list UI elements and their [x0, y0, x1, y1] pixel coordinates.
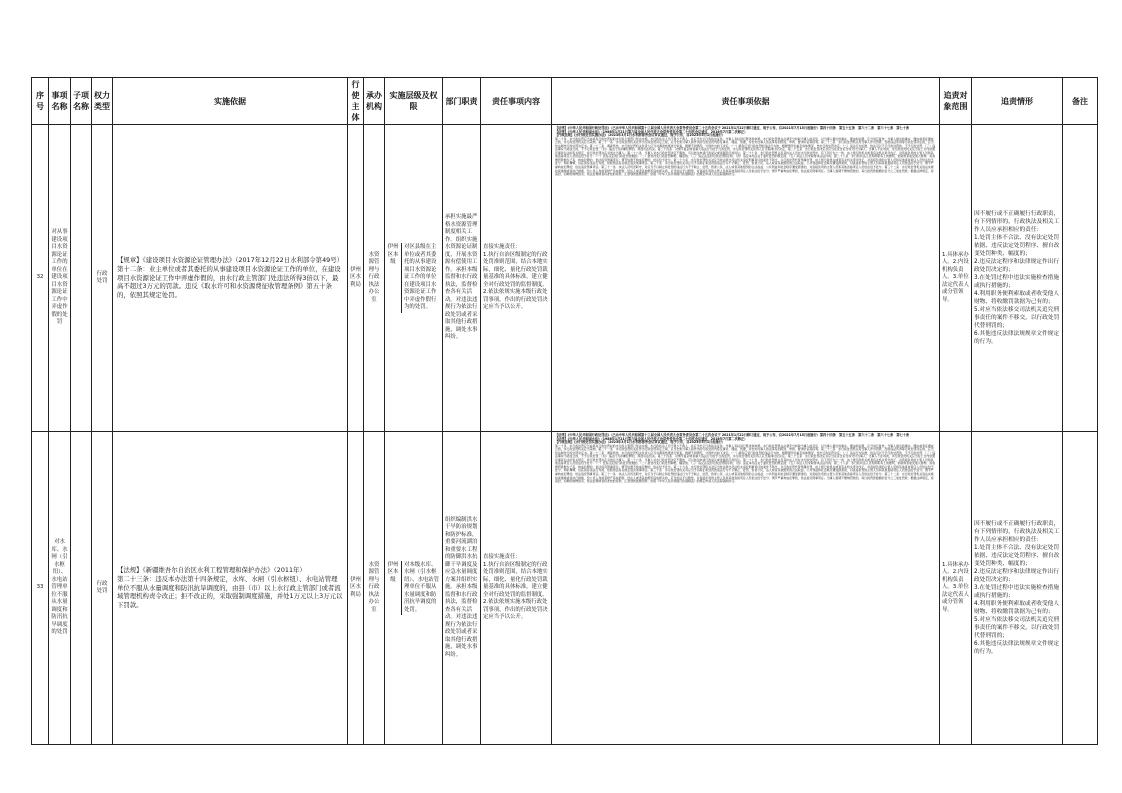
col-header-level: 实施层级及权限 — [385, 78, 443, 125]
col-header-no: 序号 — [32, 78, 49, 125]
cell-power-type: 行政处罚 — [92, 432, 113, 745]
cell-level-scope: 伊州区本级 — [387, 561, 399, 583]
cell-level-scope: 伊州区本级 — [387, 244, 399, 266]
cell-item-name: 对从事建设项目水资源论证工作的单位在建设项目水资源论证工作中弄虚作假的处罚 — [49, 125, 71, 432]
col-header-remark: 备注 — [1063, 78, 1098, 125]
col-header-power-type: 权力类型 — [92, 78, 113, 125]
cell-level-duty-note: 对本级水库、水闸（引水枢纽）、水电站管理单位不服从水量调度和防汛抗旱调度的处罚。 — [401, 561, 442, 616]
cell-power-type: 行政处罚 — [92, 125, 113, 432]
cell-duty: 组织编制洪水干旱防治规划和防护标准，重要河流湖泊和重要水工程的防御洪水抗御干旱调度及应急水量调度方案并组织实施。承担本级监督和水行政执法，监督检查各有关活动。对违法违规行为依法行政处罚或者采取其他行政措施，调处水事纠纷。 — [443, 432, 481, 745]
cell-target: 1.具体承办人。2.内设机构负责人。3.单位法定代表人或分管领导。 — [940, 125, 972, 432]
cell-sub-item — [71, 432, 92, 745]
cell-level-duty-note: 对区县级在主单位或者其委托的从事建设项目水资源论证工作的单位在建设项目水资源论证工作中弄虚作假行为的处罚。 — [401, 243, 442, 313]
cell-handler: 水资源管理与行政执法办公室 — [364, 125, 385, 432]
cell-item-name: 对水库、水闸（引水枢纽）、水电站管理单位不服从水量调度和防汛抗旱调度的处罚 — [49, 432, 71, 745]
cell-level — [385, 125, 443, 432]
resp-basis-law: 【行政法规】《水行政处罚实施办法》（2023年3月1日水利部部务会议审议通过，现予公布，自2023年5月1日起施行） — [555, 133, 726, 138]
col-header-resp-basis: 责任事项依据 — [552, 78, 940, 125]
resp-basis-text: 第二十条 水行政处罚应当由具有行政处罚权的水行政主管部门依法实施，水行政执法人员不得少于两人，并应当出示行政执法证件。当事人有权进行陈述和申辩。水行政处罚机关必须充分听取当事人的意见，对当事人提出的事实、理由和证据，应当进行复核；当事人提出的事实、理由或者证据成立的，水行政处罚机关应当采纳。第二十一条 水行政处罚机关在作出行政处罚决定之前，应当告知当事人拟作出的行政处罚内容及事实、理由、依据，并告知当事人依法享有的陈述、申辩、要求听证等权利。第二十二条 水行政处罚机关对当事人作出罚款、没收违法所得等行政处罚决定的，应当依法制作行政处罚决定书。第二十三条 调查终结，水行政处罚机关负责人应当对调查结果进行审查，根据不同情况，分别作出如下决定：（一）确有应受行政处罚的违法行为的，根据情节轻重及具体情况，作出行政处罚决定；（二）违法行为轻微，依法可以不予行政处罚的，不予行政处罚；（三）违法事实不能成立的，不予行政处罚；（四）违法行为涉嫌犯罪的，移送司法机关。第二十四条 对情节复杂或者重大违法行为给予行政处罚，水行政处罚机关负责人应当集体讨论决定。第二十五条 水行政处罚决定书应当在宣告后当场交付当事人；当事人不在场的，水行政处罚机关应当在七日内依照民事诉讼法的有关规定，将行政处罚决定书送达当事人。第二十六条 当事人对水行政处罚决定不服的，可以依法申请行政复议或者提起行政诉讼。第二十七条 水行政处罚机关及其执法人员在水行政处罚中，有下列行为之一的，由上级行政机关或者有关机关责令改正，对直接负责的主管人员和其他直接责任人员依法给予处分：（一）没有法定的行政处罚依据的；（二）擅自改变行政处罚种类、幅度的；（三）违反法定的行政处罚程序的；（四）违反本办法关于委托处罚的规定的；（五）执法人员未取得执法证件的。第二十八条 水行政执法人员利用职务上的便利，索取或者收受他人财物、将收缴罚款据为己有，构成犯罪的，依法追究刑事责任；情节轻微不构成犯罪的，依法给予处分。第二十九条 水行政处罚机关对应当依法移交司法机关追究刑事责任的案件不移交，以行政处罚代替刑事处罚，由上级行政机关或者有关机关责令改正，对直接负责的主管人员和其他直接责任人员依法给予处分；徇私舞弊、包庇纵容违法行为的，依照刑法有关规定追究刑事责任。第三十条 水行政处罚机关对应当予以制止和处罚的违法行为不予制止、处罚，致使公民、法人或者其他组织的合法权益、公共利益和社会秩序遭受损害的，对直接负责的主管人员和其他直接责任人员依法给予处分；情节严重构成犯罪的，依法追究刑事责任。第三十一条 执法人员玩忽职守，对应当予以制止和处罚的违法行为不予制止、处罚，致使公民、法人或者其他组织的合法权益、公共利益和社会秩序遭受损害的，对直接负责的主管人员和其他直接责任人员依法给予处分。第三十二条 水行政处罚机关违法实施检查措施或者执行措施，给公民人身或者财产造成损害、给法人或者其他组织造成损失的，应当依法予以赔偿，对直接负责的主管人员和其他直接责任人员依法给予处分；情节严重构成犯罪的，依法追究刑事责任。当事人到期不缴纳罚款的，每日按罚款数额的百分之三加处罚款；根据法律规定，将查封、扣押的财物拍卖、依法处理或者将冻结的存款、汇款划拨抵缴罚款；依照《中华人民共和国行政强制法》的规定申请人民法院强制执行。 — [555, 136, 936, 177]
resp-basis-law: 【法律】《中华人民共和国水法》（1988年1月21日第六届全国人民代表大会常务委员会第二十四次会议通过，2016年7月第二次修正） — [555, 129, 748, 134]
cell-no: 33 — [32, 432, 49, 745]
resp-basis-law: 【法律】《中华人民共和国行政处罚法》（已由中华人民共和国第十三届全国人民代表大会常务委员会第二十五次会议于 2021年1月22日修订通过，现予公布，自2021年7月15日起施行）第四十四条 第五十五条 第六十二条 第六十七条 第七十条 — [555, 126, 910, 130]
col-header-resp-content: 责任事项内容 — [481, 78, 552, 125]
cell-sub-item — [71, 125, 92, 432]
resp-basis-law: 【行政法规】《水行政处罚实施办法》（2023年3月1日水利部部务会议审议通过，现予公布，自2023年5月1日起施行） — [555, 440, 726, 445]
cell-remark — [1063, 125, 1098, 432]
header-row — [32, 78, 1098, 125]
table-row — [32, 432, 1098, 745]
cell-remark — [1063, 432, 1098, 745]
col-header-executor: 行使主体 — [348, 78, 364, 125]
cell-executor: 伊州区水利局 — [348, 432, 364, 745]
cell-resp-content: 直接实施责任： 1.执行自治区级制定的行政处罚准则范围，结合本地实际，细化、量化行政处罚裁量基准的具体标准，建立健全对行政处罚的监督制度。 2.依法依规实施本级行政处罚事项，作出的行政处罚决定应当予以公开。 — [481, 125, 552, 432]
resp-basis-law: 【法律】《中华人民共和国水法》（1988年1月21日第六届全国人民代表大会常务委员会第二十四次会议通过，2016年7月第二次修正） — [555, 436, 748, 441]
cell-target: 1.具体承办人。2.内设机构负责人。3.单位法定代表人或分管领导。 — [940, 432, 972, 745]
table-row — [32, 125, 1098, 432]
col-header-sub-item: 子项名称 — [71, 78, 92, 125]
resp-basis-text: 第二十条 水行政处罚应当由具有行政处罚权的水行政主管部门依法实施，水行政执法人员不得少于两人，并应当出示行政执法证件。当事人有权进行陈述和申辩。水行政处罚机关必须充分听取当事人的意见，对当事人提出的事实、理由和证据，应当进行复核；当事人提出的事实、理由或者证据成立的，水行政处罚机关应当采纳。第二十一条 水行政处罚机关在作出行政处罚决定之前，应当告知当事人拟作出的行政处罚内容及事实、理由、依据，并告知当事人依法享有的陈述、申辩、要求听证等权利。第二十二条 水行政处罚机关对当事人作出罚款、没收违法所得等行政处罚决定的，应当依法制作行政处罚决定书。第二十三条 调查终结，水行政处罚机关负责人应当对调查结果进行审查，根据不同情况，分别作出如下决定：（一）确有应受行政处罚的违法行为的，根据情节轻重及具体情况，作出行政处罚决定；（二）违法行为轻微，依法可以不予行政处罚的，不予行政处罚；（三）违法事实不能成立的，不予行政处罚；（四）违法行为涉嫌犯罪的，移送司法机关。第二十四条 对情节复杂或者重大违法行为给予行政处罚，水行政处罚机关负责人应当集体讨论决定。第二十五条 水行政处罚决定书应当在宣告后当场交付当事人；当事人不在场的，水行政处罚机关应当在七日内依照民事诉讼法的有关规定，将行政处罚决定书送达当事人。第二十六条 当事人对水行政处罚决定不服的，可以依法申请行政复议或者提起行政诉讼。第二十七条 水行政处罚机关及其执法人员在水行政处罚中，有下列行为之一的，由上级行政机关或者有关机关责令改正，对直接负责的主管人员和其他直接责任人员依法给予处分：（一）没有法定的行政处罚依据的；（二）擅自改变行政处罚种类、幅度的；（三）违反法定的行政处罚程序的；（四）违反本办法关于委托处罚的规定的；（五）执法人员未取得执法证件的。第二十八条 水行政执法人员利用职务上的便利，索取或者收受他人财物、将收缴罚款据为己有，构成犯罪的，依法追究刑事责任；情节轻微不构成犯罪的，依法给予处分。第二十九条 水行政处罚机关对应当依法移交司法机关追究刑事责任的案件不移交，以行政处罚代替刑事处罚，由上级行政机关或者有关机关责令改正，对直接负责的主管人员和其他直接责任人员依法给予处分；徇私舞弊、包庇纵容违法行为的，依照刑法有关规定追究刑事责任。第三十条 水行政处罚机关对应当予以制止和处罚的违法行为不予制止、处罚，致使公民、法人或者其他组织的合法权益、公共利益和社会秩序遭受损害的，对直接负责的主管人员和其他直接责任人员依法给予处分；情节严重构成犯罪的，依法追究刑事责任。第三十一条 执法人员玩忽职守，对应当予以制止和处罚的违法行为不予制止、处罚，致使公民、法人或者其他组织的合法权益、公共利益和社会秩序遭受损害的，对直接负责的主管人员和其他直接责任人员依法给予处分。第三十二条 水行政处罚机关违法实施检查措施或者执行措施，给公民人身或者财产造成损害、给法人或者其他组织造成损失的，应当依法予以赔偿，对直接负责的主管人员和其他直接责任人员依法给予处分；情节严重构成犯罪的，依法追究刑事责任。当事人到期不缴纳罚款的，每日按罚款数额的百分之三加处罚款；根据法律规定，将查封、扣押的财物拍卖、依法处理或者将冻结的存款、汇款划拨抵缴罚款；依照《中华人民共和国行政强制法》的规定申请人民法院强制执行。 — [555, 443, 936, 484]
cell-situation: 因不履行或不正确履行行政职责，有下列情形的，行政执法及相关工作人员应承担相应的责任： 1.处罚主体不合法、没有法定处罚依据、违反法定处罚程序、擅自改变处罚种类、幅度的； 2.违反法定程序和法律规定作出行政处罚决定的； 3.在处罚过程中违法实施检查措施或执行措施的； 4.利用职务便利索取或者收受他人财物、将收缴罚款据为己有的； 5.对应当依法移交司法机关追究刑事责任的案件不移交，以行政处罚代替刑罚的； 6.其他违反法律法规规章文件规定的行为。 — [972, 125, 1063, 432]
cell-executor: 伊州区水利局 — [348, 125, 364, 432]
cell-duty: 承担实施最严格水资源管理制度相关工作。组织实施水资源论证制度，开展水资源有偿使用工作。承担本级监督和水行政执法，监督检查各有关活动。对违法违规行为依法行政处罚或者采取其他行政措施，调处水事纠纷。 — [443, 125, 481, 432]
cell-handler: 水资源管理与行政执法办公室 — [364, 432, 385, 745]
cell-situation: 因不履行或不正确履行行政职责，有下列情形的，行政执法及相关工作人员应承担相应的责任： 1.处罚主体不合法、没有法定处罚依据、违反法定处罚程序、擅自改变处罚种类、幅度的； 2.违反法定程序和法律规定作出行政处罚决定的； 3.在处罚过程中违法实施检查措施或执行措施的； 4.利用职务便利索取或者收受他人财物、将收缴罚款据为己有的； 5.对应当依法移交司法机关追究刑事责任的案件不移交，以行政处罚代替刑罚的； 6.其他违反法律法规规章文件规定的行为。 — [972, 432, 1063, 745]
responsibility-table — [31, 77, 1098, 745]
resp-basis-law: 【法律】《中华人民共和国行政处罚法》（已由中华人民共和国第十三届全国人民代表大会常务委员会第二十五次会议于 2021年1月22日修订通过，现予公布，自2021年7月15日起施行）第四十四条 第五十五条 第六十二条 第六十七条 第七十条 — [555, 433, 910, 437]
col-header-handler: 承办机构 — [364, 78, 385, 125]
cell-resp-content: 直接实施责任： 1.执行自治区级制定的行政处罚准则范围，结合本地实际，细化、量化行政处罚裁量基准的具体标准，建立健全对行政处罚的监督制度。 2.依法依规实施本级行政处罚事项，作出的行政处罚决定应当予以公开。 — [481, 432, 552, 745]
col-header-target: 追责对象范围 — [940, 78, 972, 125]
col-header-situation: 追责情形 — [972, 78, 1063, 125]
col-header-basis: 实施依据 — [113, 78, 348, 125]
cell-level — [385, 432, 443, 745]
col-header-item-name: 事项名称 — [49, 78, 71, 125]
cell-no: 32 — [32, 125, 49, 432]
cell-resp-basis — [552, 125, 940, 432]
col-header-duty: 部门职责 — [443, 78, 481, 125]
cell-basis: 【规章】《建设项目水资源论证管理办法》（2017年12月22日水利部令第49号） 第十二条：业主单位或者其委托的从事建设项目水资源论证工作的单位，在建设项目水资源论证工作中弄虚作假的，由水行政主管部门处违法所得3倍以下，最高不超过3万元的罚款。违反《取水许可和水资源费征收管理条例》第五十条的，依照其规定处罚。 — [113, 125, 348, 432]
cell-resp-basis — [552, 432, 940, 745]
cell-basis: 【法规】《新疆维吾尔自治区水利工程管理和保护办法》（2011年） 第二十三条：违反本办法第十四条规定，水库、水闸（引水枢纽）、水电站管理单位不服从水量调度和防汛抗旱调度的，由县（市）以上水行政主管部门或者流域管理机构责令改正；拒不改正的，采取强制调度措施，并处1万元以上3万元以下罚款。 — [113, 432, 348, 745]
